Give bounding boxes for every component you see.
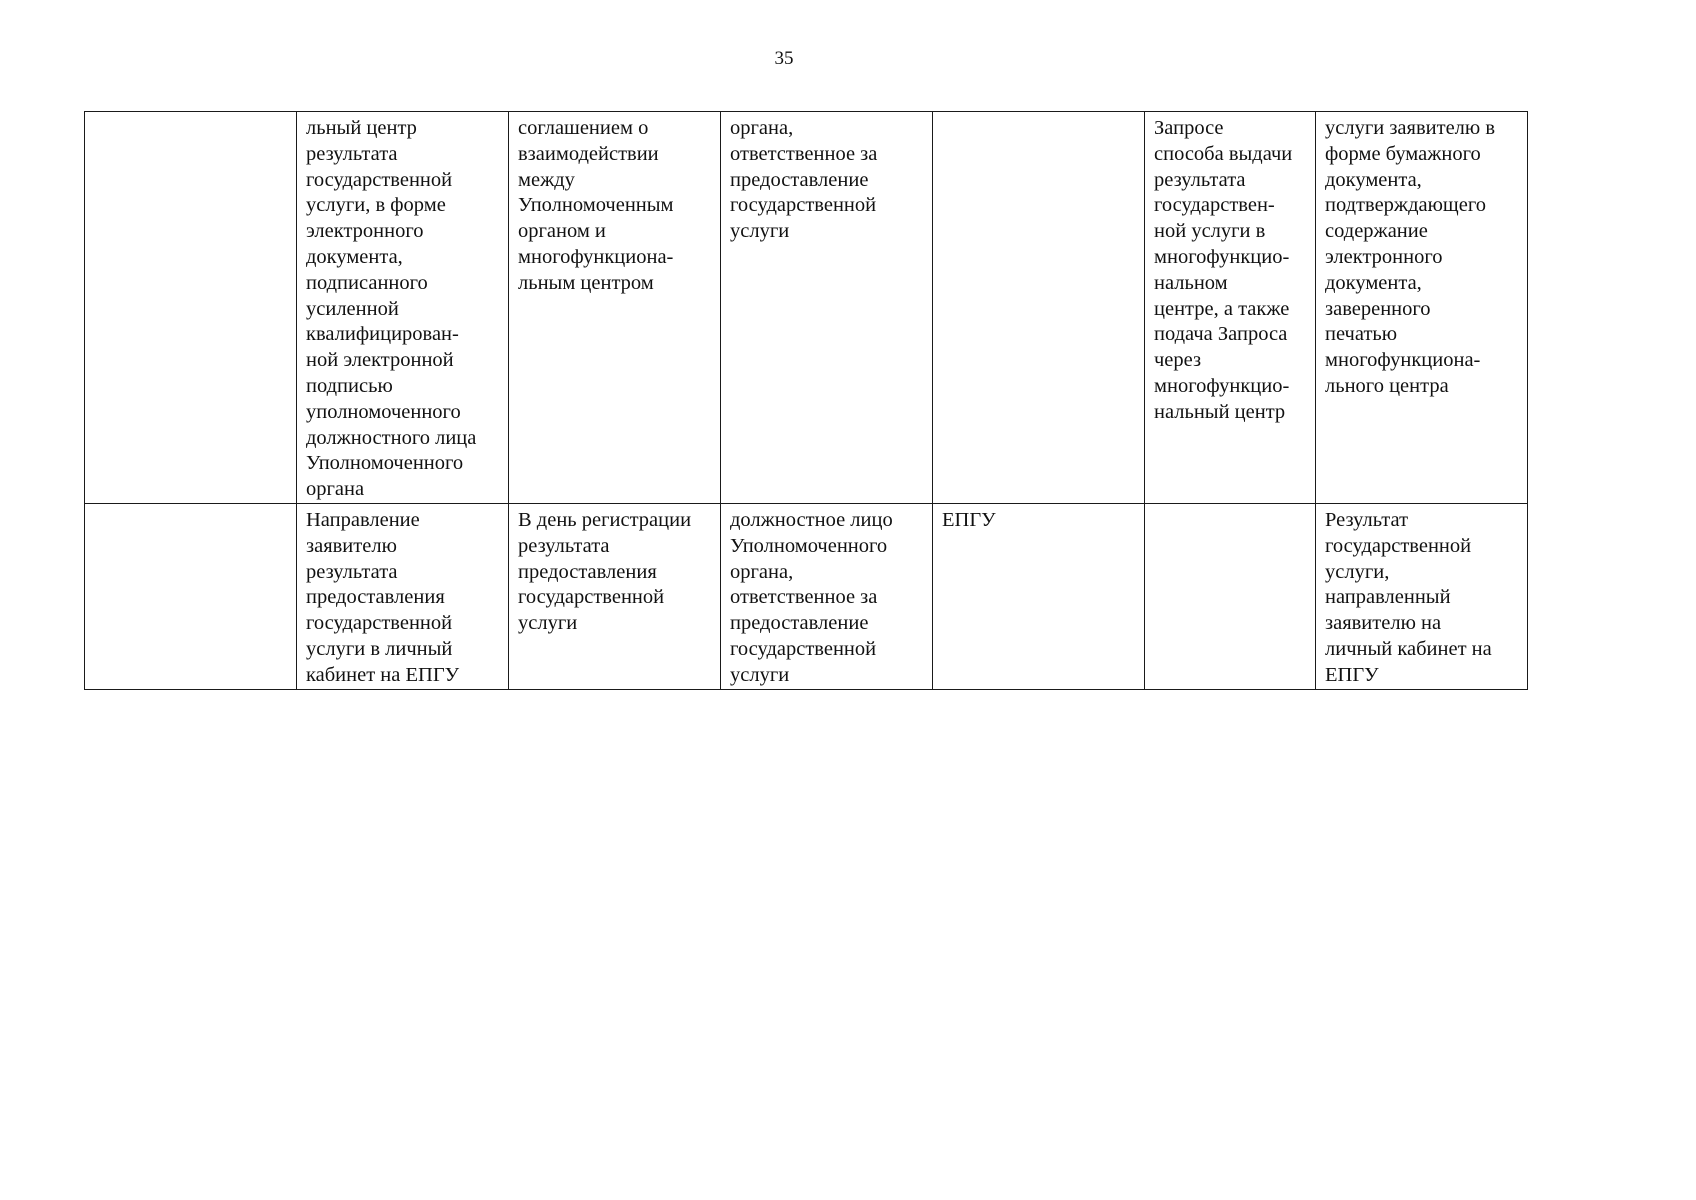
table-row bbox=[85, 503, 1528, 689]
table-cell-location: ЕПГУ bbox=[933, 503, 1145, 689]
procedure-table bbox=[84, 111, 1528, 690]
page-number: 35 bbox=[774, 48, 794, 69]
table-cell-responsible-official: должностное лицо Уполномоченного органа, ответственное за предоставление государственной услуги bbox=[721, 503, 933, 689]
table-cell-location bbox=[933, 112, 1145, 504]
table-cell-result: услуги заявителю в форме бумажного документа, подтверждающего содержание электронного документа, заверенного печатью многофункциона- льного центра bbox=[1316, 112, 1528, 504]
table-cell-decision-criteria: Запросе способа выдачи результата государствен- ной услуги в многофункцио- нальном центре, а также подача Запроса через многофункцио- нальный центр bbox=[1145, 112, 1316, 504]
table-cell-action-content: льный центр результата государственной услуги, в форме электронного документа, подписанного усиленной квалифицирован- ной электронной подписью уполномоченного должностного лица Уполномоченного органа bbox=[297, 112, 509, 504]
table-cell-execution-time: В день регистрации результата предоставления государственной услуги bbox=[509, 503, 721, 689]
table-row bbox=[85, 112, 1528, 504]
table-cell-procedure-group bbox=[85, 112, 297, 504]
table-cell-action-content: Направление заявителю результата предоставления государственной услуги в личный кабинет на ЕПГУ bbox=[297, 503, 509, 689]
table-cell-result: Результат государственной услуги, направленный заявителю на личный кабинет на ЕПГУ bbox=[1316, 503, 1528, 689]
table-cell-decision-criteria bbox=[1145, 503, 1316, 689]
table-cell-procedure-group bbox=[85, 503, 297, 689]
table-cell-execution-time: соглашением о взаимодействии между Уполномоченным органом и многофункциона- льным центром bbox=[509, 112, 721, 504]
table-cell-responsible-official: органа, ответственное за предоставление государственной услуги bbox=[721, 112, 933, 504]
